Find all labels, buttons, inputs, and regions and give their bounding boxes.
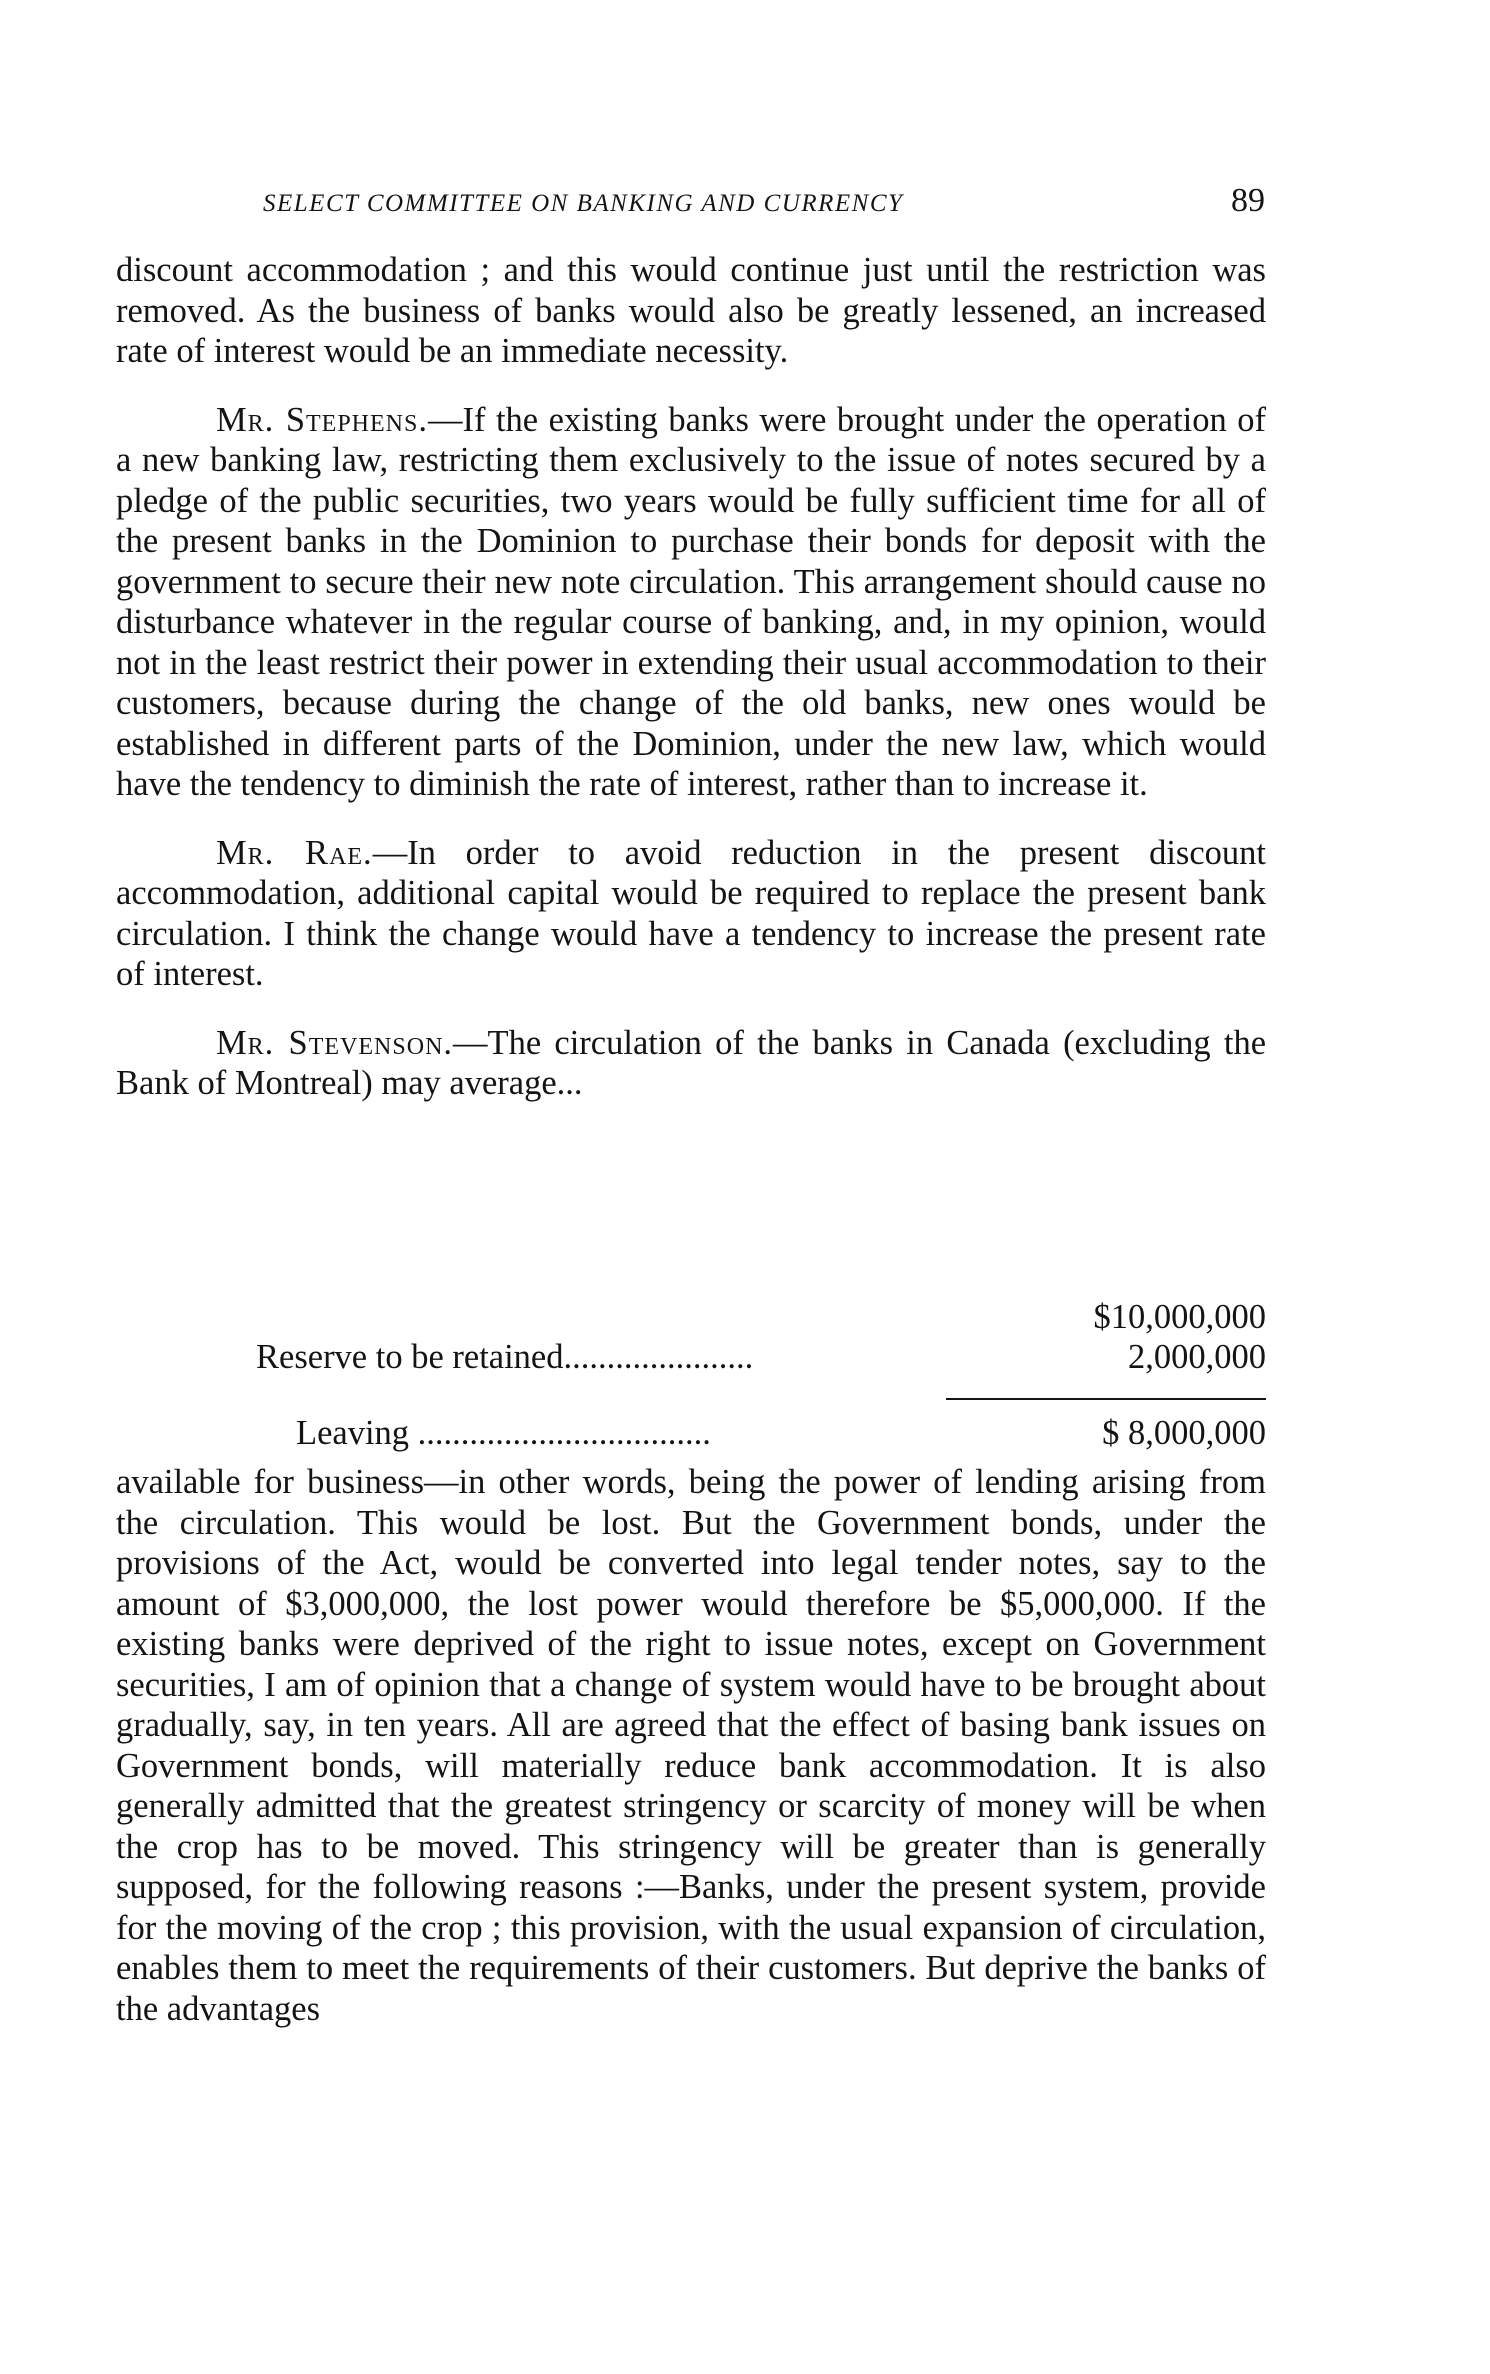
paragraph-stevenson [116,1023,1266,1104]
sum-rule [946,1398,1266,1400]
leaving-value: $ 8,000,000 [1102,1414,1266,1452]
speaker-name: Mr. Stevenson. [216,1023,454,1062]
table-row-reserve [116,1338,1266,1380]
speaker-name: Mr. Stephens. [216,400,428,439]
paragraph-stephens [116,400,1266,805]
table-row-leaving [116,1414,1266,1456]
paragraph-after-table [116,1462,1266,2029]
leaving-label: Leaving .................................. [296,1414,711,1452]
body-text [116,250,1266,1104]
reserve-value: 2,000,000 [1128,1338,1266,1376]
reserve-label: Reserve to be retained...................... [256,1338,754,1376]
paragraph-continuation: discount accommodation ; and this would continue just until the restriction was removed. As the business of banks would also be greatly lessened, an increased rate of interest would be an immediate necessity. [116,251,1266,370]
average-value: $10,000,000 [1093,1298,1266,1336]
running-head-title: SELECT COMMITTEE ON BANKING AND CURRENCY [263,190,904,217]
paragraph-text: available for business—in other words, being the power of lending arising from the circulation. This would be lost. But the Government bonds, under the provisions of the Act, would be converted into legal tender notes, say to the amount of $3,000,000, the lost power would therefore be $5,000,000. If the existing banks were deprived of the right to issue notes, except on Government securities, I am of opinion that a change of system would have to be brought about gradually, say, in ten years. All are agreed that the effect of basing bank issues on Government bonds, will materially reduce bank accommodation. It is also generally admitted that the greatest stringency or scarcity of money will be when the crop has to be moved. This stringency will be greater than is generally supposed, for the following reasons :—Banks, under the present system, provide for the moving of the crop ; this provision, with the usual expansion of circulation, enables them to meet the requirements of their customers. But deprive the banks of the advantages [116,1463,1266,2028]
speaker-name: Mr. Rae. [216,833,373,872]
running-head [115,182,1265,232]
table-row-average [116,1298,1266,1340]
paragraph-text: —The circulation of the banks in Canada (excluding the Bank of Montreal) may average... [116,1023,1267,1102]
page-number: 89 [1231,182,1265,219]
paragraph-text: —If the existing banks were brought under the operation of a new banking law, restricting them exclusively to the issue of notes secured by a pledge of the public securities, two years would be fully sufficient time for all of the present banks in the Dominion to purchase their bonds for deposit with the government to secure their new note circulation. This arrangement should cause no disturbance whatever in the regular course of banking, and, in my opinion, would not in the least restrict their power in extending their usual accommodation to their customers, because during the change of the old banks, new ones would be established in different parts of the Dominion, under the new law, which would have the tendency to diminish the rate of interest, rather than to increase it. [116,400,1267,803]
paragraph-rae [116,833,1266,995]
paragraph-text: —In order to avoid reduction in the present discount accommodation, additional capital would be required to replace the present bank circulation. I think the change would have a tendency to increase the present rate of interest. [116,833,1266,993]
